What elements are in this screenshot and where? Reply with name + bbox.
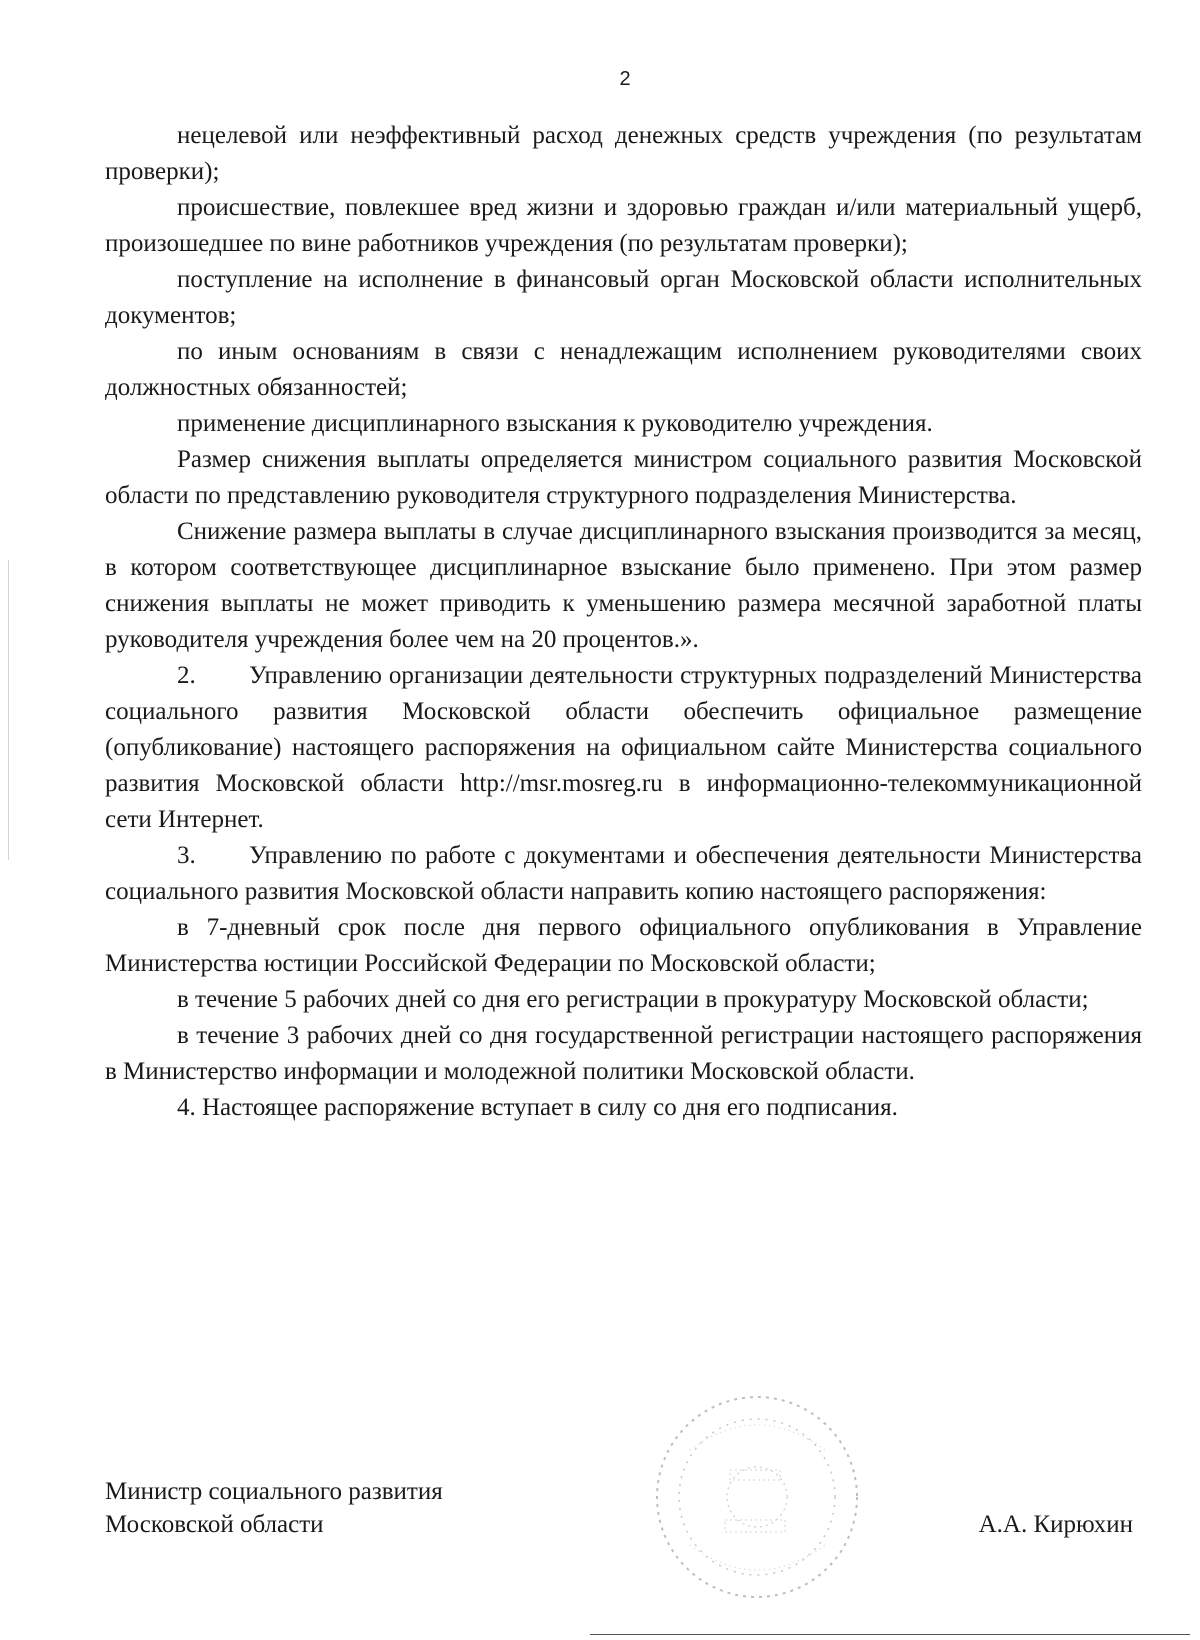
paragraph-6: Размер снижения выплаты определяется министром социального развития Московской области по представлению руководителя структурного подразделения Министерства. [105, 446, 1142, 509]
official-seal-stamp [650, 1390, 865, 1605]
item-number-2: 2. [177, 662, 196, 689]
paragraph-12: в течение 3 рабочих дней со дня государственной регистрации настоящего распоряжения в Министерство информации и молодежной политики Московской области. [105, 1022, 1142, 1085]
signer-name: А.А. Кирюхин [978, 1511, 1133, 1538]
numbered-item-3 [105, 838, 1142, 910]
signatory-title [105, 1475, 443, 1541]
paragraph-4: по иным основаниям в связи с ненадлежащим исполнением руководителями своих должностных обязанностей; [105, 338, 1142, 401]
signatory-title-line-1: Министр социального развития [105, 1478, 443, 1505]
paragraph-7: Снижение размера выплаты в случае дисциплинарного взыскания производится за месяц, в котором соответствующее дисциплинарное взыскание было применено. При этом размер снижения выплаты не может приводить к уменьшению размера месячной заработной платы руководителя учреждения более чем на 20 процентов.». [105, 518, 1142, 653]
paragraph-10: в 7-дневный срок после дня первого официального опубликования в Управление Министерства юстиции Российской Федерации по Московской области; [105, 914, 1142, 977]
scan-edge-line [8, 560, 9, 860]
item-text-2: Управлению организации деятельности структурных подразделений Министерства социального развития Московской области обеспечить официальное размещение (опубликование) настоящего распоряжения на официальном сайте Министерства социального развития Московской области http://msr.mosreg.ru в информационно-телекоммуникационной сети Интернет. [105, 662, 1142, 833]
paragraph-2: происшествие, повлекшее вред жизни и здоровью граждан и/или материальный ущерб, произошедшее по вине работников учреждения (по результатам проверки); [105, 194, 1142, 257]
item-number-3: 3. [177, 842, 196, 869]
paragraph-1: нецелевой или неэффективный расход денежных средств учреждения (по результатам проверки); [105, 122, 1142, 185]
bottom-scan-line [590, 1634, 1190, 1635]
numbered-item-2 [105, 658, 1142, 838]
document-body [105, 118, 1142, 1126]
paragraph-13: 4. Настоящее распоряжение вступает в силу со дня его подписания. [177, 1094, 898, 1121]
page-number: 2 [619, 68, 631, 90]
paragraph-11: в течение 5 рабочих дней со дня его регистрации в прокуратуру Московской области; [177, 986, 1089, 1013]
signatory-title-line-2: Московской области [105, 1511, 324, 1538]
item-text-3: Управлению по работе с документами и обеспечения деятельности Министерства социального развития Московской области направить копию настоящего распоряжения: [105, 842, 1142, 905]
paragraph-3: поступление на исполнение в финансовый орган Московской области исполнительных документов; [105, 266, 1142, 329]
paragraph-5: применение дисциплинарного взыскания к руководителю учреждения. [177, 410, 933, 437]
